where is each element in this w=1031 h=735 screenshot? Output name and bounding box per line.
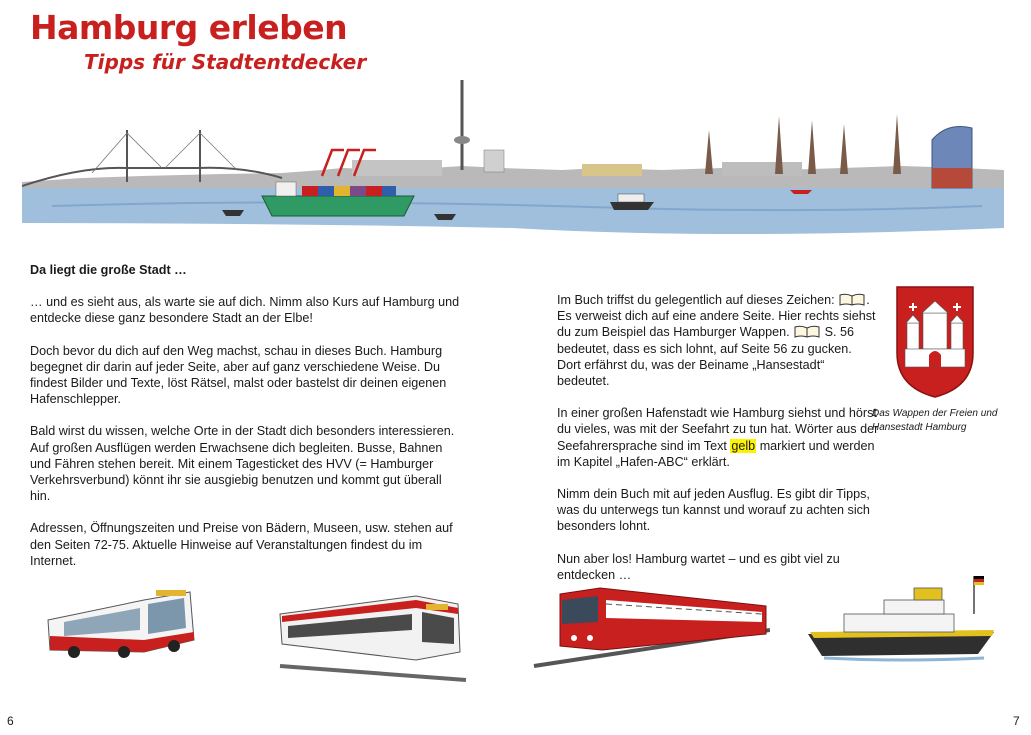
book-symbol-text-c: S. 56 bedeutet, dass es sich lohnt, auf Seite 56 zu gucken. Dort erfährst du, was der Beiname „Hansestadt“ bedeutet. (557, 325, 855, 389)
page-number-left: 6 (7, 714, 14, 728)
closing-paragraph: Nun aber los! Hamburg wartet – und es gibt viel zu entdecken … (557, 551, 840, 582)
intro-column-left (30, 262, 460, 585)
lead-heading: Da liegt die große Stadt … (30, 263, 187, 277)
page-subtitle: Tipps für Stadtentdecker (84, 50, 367, 74)
seafaring-text-b: markiert und werden im Kapitel „Hafen-ABC“ erklärt. (557, 438, 875, 469)
book-symbol-paragraph (557, 292, 879, 389)
subway-train-illustration (276, 570, 472, 682)
harbour-ferry-illustration (804, 570, 1000, 664)
page-number-right: 7 (1013, 714, 1020, 728)
seafaring-paragraph (557, 405, 879, 470)
book-symbol-text-a: Im Buch triffst du gelegentlich auf dieses Zeichen: (557, 293, 835, 307)
intro-paragraph-1: … und es sieht aus, als warte sie auf dich. Nimm also Kurs auf Hamburg und entdecke diese ganz besondere Stadt an der Elbe! (30, 295, 460, 326)
hamburg-coat-of-arms (893, 283, 977, 401)
articulated-bus-illustration (44, 570, 200, 662)
book-symbol-text-b: . Es verweist dich auf eine andere Seite. Hier rechts siehst du zum Beispiel das Hamburger Wappen. (557, 293, 876, 340)
take-book-paragraph: Nimm dein Buch mit auf jeden Ausflug. Es gibt dir Tipps, was du unterwegs tun kannst und worauf zu achten sich besonders lohnt. (557, 487, 870, 534)
open-book-icon (793, 325, 821, 338)
intro-paragraph-4: Adressen, Öffnungszeiten und Preise von Bädern, Museen, usw. stehen auf den Seiten 72-75. Aktuelle Hinweise auf Veranstaltungen findest du im Internet. (30, 521, 453, 568)
intro-paragraph-2: Doch bevor du dich auf den Weg machst, schau in dieses Buch. Hamburg begegnet dir darin auf jeder Seite, aber auf ganz verschiedene Weise. Du findest Bilder und Texte, löst Rätsel, malst oder bastelst dir deinen eigenen Hafenschlepper. (30, 343, 447, 407)
open-book-icon (838, 293, 866, 306)
highlighted-word: gelb (731, 438, 756, 453)
suburban-train-illustration (530, 570, 770, 670)
seafaring-text-a: In einer großen Hafenstadt wie Hamburg siehst und hörst du vieles, was mit der Seefahrt zu tun hat. Wörter aus der Seefahrersprache sind im Text (557, 406, 879, 453)
intro-column-right (557, 292, 879, 599)
page-title: Hamburg erleben (30, 8, 348, 47)
intro-paragraph-3: Bald wirst du wissen, welche Orte in der Stadt dich besonders interessieren. Auf großen Ausflügen werden Erwachsene dich begleiten. Busse, Bahnen und Fähren stehen bereit. Mit einem Tagesticket des HVV (= Hamburger Verkehrsverbund) könnt ihr sie ausgiebig benutzen und kommt gut überall hin. (30, 424, 455, 504)
coat-of-arms-caption: Das Wappen der Freien und Hansestadt Hamburg (872, 408, 998, 433)
hamburg-skyline-illustration (22, 78, 1004, 238)
